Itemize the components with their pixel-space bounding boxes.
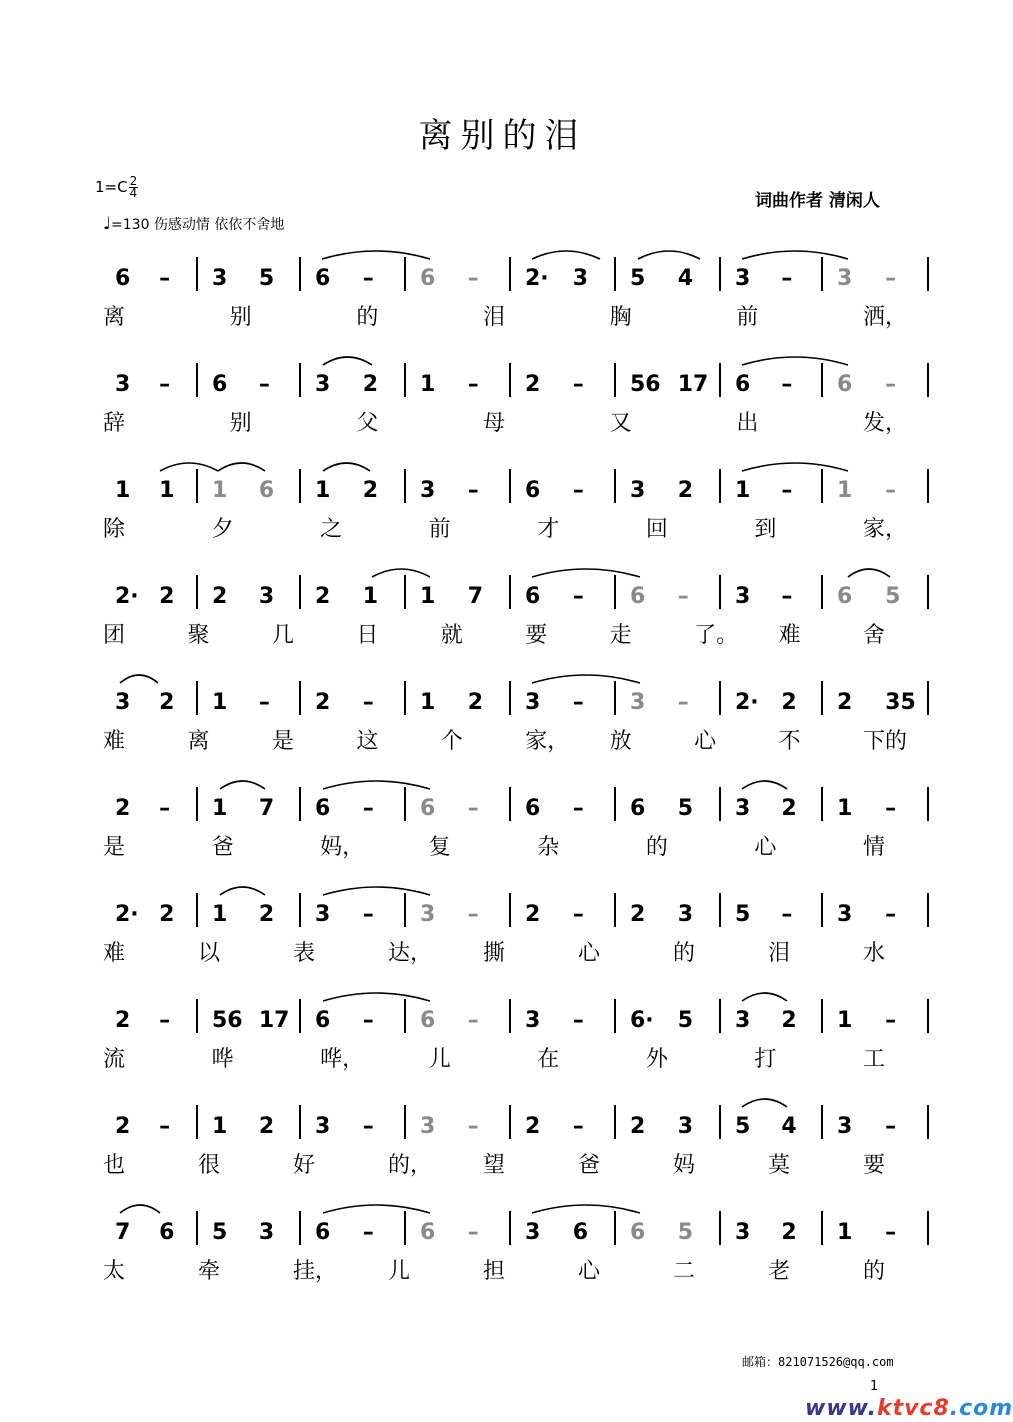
- note: 2: [630, 1114, 646, 1139]
- note: 1: [837, 796, 853, 821]
- note: 2: [315, 690, 331, 715]
- lyric-syllable: 撕: [483, 941, 506, 966]
- note: 3: [735, 266, 751, 291]
- note: 1: [837, 1008, 853, 1033]
- tie-arc: [742, 251, 848, 259]
- lyric-syllable: 二: [673, 1259, 696, 1284]
- note: 35: [885, 690, 916, 715]
- note: 1: [420, 690, 436, 715]
- note: 3: [212, 266, 228, 291]
- note: 6: [630, 584, 646, 609]
- dash-mark: –: [362, 266, 374, 291]
- lyric-syllable: 又: [609, 411, 632, 436]
- page-number: 1: [870, 1379, 879, 1394]
- note: 3: [735, 1220, 751, 1245]
- dash-mark: –: [159, 1008, 171, 1033]
- lyric-syllable: 莫: [768, 1153, 791, 1178]
- tie-arc: [323, 887, 430, 895]
- dash-mark: –: [362, 796, 374, 821]
- note: 6: [315, 1220, 331, 1245]
- note: 3: [420, 902, 436, 927]
- lyric-syllable: 儿: [428, 1047, 451, 1072]
- note: 3: [837, 902, 853, 927]
- lyric-syllable: 心: [694, 729, 717, 754]
- dash-mark: –: [885, 1114, 897, 1139]
- lyric-syllable: 老: [768, 1259, 791, 1284]
- dash-mark: –: [572, 1114, 584, 1139]
- note: 3: [258, 584, 275, 609]
- note: 6: [525, 796, 541, 821]
- lyric-syllable: 家，: [863, 517, 908, 542]
- note: 1: [212, 478, 228, 503]
- note: 2: [115, 1008, 131, 1033]
- lyric-row: [0, 724, 1005, 754]
- note: 2·: [115, 584, 139, 609]
- dash-mark: –: [467, 902, 479, 927]
- tie-arc: [638, 251, 700, 259]
- key-label: 1=C: [95, 178, 128, 196]
- note: 6: [630, 796, 646, 821]
- note: 1: [362, 584, 379, 609]
- note: 6: [420, 796, 436, 821]
- note: 1: [115, 478, 131, 503]
- note: 2: [525, 902, 541, 927]
- note: 3: [837, 266, 853, 291]
- dash-mark: –: [677, 690, 689, 715]
- note: 3: [572, 266, 589, 291]
- dash-mark: –: [885, 796, 897, 821]
- note: 5: [212, 1220, 228, 1245]
- dash-mark: –: [362, 1220, 374, 1245]
- lyric-row: [0, 1042, 1005, 1072]
- lyric-syllable: 个: [440, 729, 463, 754]
- dash-mark: –: [885, 266, 897, 291]
- lyric-syllable: 母: [483, 411, 506, 436]
- tie-arc: [323, 781, 430, 789]
- note: 3: [315, 372, 331, 397]
- dash-mark: –: [781, 372, 793, 397]
- lyric-syllable: 几: [271, 623, 294, 648]
- lyric-syllable: 难: [103, 941, 126, 966]
- note: 3: [735, 796, 751, 821]
- note: 2: [837, 690, 853, 715]
- lyric-syllable: 日: [356, 623, 379, 648]
- dash-mark: –: [258, 372, 270, 397]
- note: 2: [525, 1114, 541, 1139]
- note: 1: [735, 478, 751, 503]
- lyric-syllable: 出: [736, 411, 759, 436]
- note: 6: [115, 266, 131, 291]
- note: 1: [315, 478, 331, 503]
- note: 6: [315, 1008, 331, 1033]
- lyric-syllable: 担: [483, 1259, 506, 1284]
- lyric-syllable: 别: [229, 305, 252, 330]
- note: 6: [837, 372, 853, 397]
- lyric-syllable: 夕: [211, 517, 234, 542]
- lyric-syllable: 爸: [578, 1153, 601, 1178]
- tie-arc: [160, 463, 218, 471]
- note: 7: [258, 796, 275, 821]
- note: 6: [159, 1220, 175, 1245]
- dash-mark: –: [362, 1008, 374, 1033]
- note: 5: [735, 1114, 751, 1139]
- dash-mark: –: [572, 690, 584, 715]
- note: 5: [630, 266, 646, 291]
- note: 2: [525, 372, 541, 397]
- lyric-syllable: 爸: [211, 835, 234, 860]
- lyric-syllable: 家，: [525, 729, 570, 754]
- quarter-note-icon: ♩: [103, 214, 112, 234]
- dash-mark: –: [781, 902, 793, 927]
- dash-mark: –: [781, 266, 793, 291]
- lyric-syllable: 发，: [863, 411, 908, 436]
- lyric-syllable: 外: [645, 1047, 668, 1072]
- dash-mark: –: [467, 1008, 479, 1033]
- tie-arc: [323, 357, 372, 365]
- note: 1: [212, 1114, 228, 1139]
- note: 3: [735, 584, 751, 609]
- lyric-row: [0, 618, 1005, 648]
- note: 6: [630, 1220, 646, 1245]
- lyric-syllable: 儿: [388, 1259, 411, 1284]
- song-title: 离别的泪: [418, 116, 587, 156]
- note: 3: [115, 372, 131, 397]
- lyric-syllable: 这: [356, 729, 379, 754]
- lyric-syllable: 回: [645, 517, 668, 542]
- lyric-syllable: 太: [103, 1259, 126, 1284]
- lyric-row: [0, 406, 1005, 436]
- lyric-syllable: 妈，: [320, 835, 365, 860]
- contact-email: 邮箱：821071526@qq.com: [742, 1355, 894, 1369]
- tie-arc: [323, 463, 370, 471]
- lyric-syllable: 下的: [863, 729, 908, 754]
- lyric-row: [0, 936, 1005, 966]
- note: 7: [115, 1220, 131, 1245]
- dash-mark: –: [467, 266, 479, 291]
- note: 3: [420, 1114, 436, 1139]
- lyric-syllable: 离: [187, 729, 210, 754]
- note: 2·: [115, 902, 139, 927]
- note: 3: [315, 902, 331, 927]
- dash-mark: –: [572, 796, 584, 821]
- tie-arc: [323, 993, 430, 1001]
- lyric-syllable: 团: [103, 623, 126, 648]
- note: 2: [115, 1114, 131, 1139]
- lyric-row: [0, 1148, 1005, 1178]
- lyric-syllable: 心: [754, 835, 777, 860]
- lyric-syllable: 望: [483, 1153, 506, 1178]
- lyric-syllable: 的: [673, 941, 696, 966]
- note: 2: [781, 1008, 797, 1033]
- lyric-syllable: 的: [645, 835, 668, 860]
- lyric-syllable: 的: [863, 1259, 886, 1284]
- lyric-syllable: 除: [103, 517, 126, 542]
- tie-arc: [532, 569, 640, 577]
- lyric-syllable: 才: [537, 517, 560, 542]
- note: 1: [212, 690, 228, 715]
- note: 17: [677, 372, 709, 397]
- lyric-syllable: 离: [103, 305, 126, 330]
- note: 2·: [525, 266, 549, 291]
- note: 6: [212, 372, 228, 397]
- dash-mark: –: [572, 478, 584, 503]
- dash-mark: –: [885, 1008, 897, 1033]
- note: 2: [781, 1220, 797, 1245]
- dash-mark: –: [677, 584, 689, 609]
- note: 3: [630, 478, 646, 503]
- lyric-syllable: 到: [754, 517, 777, 542]
- note: 3: [630, 690, 646, 715]
- note: 4: [677, 266, 694, 291]
- lyric-syllable: 走: [609, 623, 632, 648]
- note: 56: [630, 372, 661, 397]
- note: 3: [677, 902, 694, 927]
- note: 1: [837, 478, 853, 503]
- note: 3: [677, 1114, 694, 1139]
- tie-arc: [220, 887, 265, 895]
- note: 7: [467, 584, 484, 609]
- lyric-syllable: 复: [428, 835, 451, 860]
- dash-mark: –: [885, 372, 897, 397]
- note: 1: [420, 372, 436, 397]
- note: 3: [315, 1114, 331, 1139]
- note: 6: [315, 796, 331, 821]
- note: 2: [258, 1114, 275, 1139]
- lyric-syllable: 泪: [483, 305, 506, 330]
- tie-arc: [742, 1099, 787, 1107]
- lyric-syllable: 不: [778, 729, 801, 754]
- note: 2: [159, 584, 175, 609]
- note: 17: [258, 1008, 290, 1033]
- note: 2·: [735, 690, 759, 715]
- note: 2: [467, 690, 484, 715]
- dash-mark: –: [572, 372, 584, 397]
- lyric-syllable: 水: [863, 941, 886, 966]
- note: 6: [525, 478, 541, 503]
- tie-arc: [742, 993, 787, 1001]
- lyric-syllable: 挂，: [293, 1259, 338, 1284]
- note: 2: [258, 902, 275, 927]
- lyric-syllable: 难: [778, 623, 801, 648]
- dash-mark: –: [362, 1114, 374, 1139]
- note: 1: [837, 1220, 853, 1245]
- note: 3: [115, 690, 131, 715]
- composer-credit: 词曲作者 清闲人: [755, 191, 880, 211]
- tie-arc: [220, 781, 265, 789]
- tie-arc: [532, 251, 600, 259]
- dash-mark: –: [159, 1114, 171, 1139]
- lyric-syllable: 就: [440, 623, 463, 648]
- lyric-syllable: 的: [356, 305, 379, 330]
- lyric-syllable: 也: [103, 1153, 126, 1178]
- note: 2: [115, 796, 131, 821]
- dash-mark: –: [159, 796, 171, 821]
- note: 2: [159, 902, 175, 927]
- lyric-row: [0, 1254, 1005, 1284]
- lyric-syllable: 难: [103, 729, 126, 754]
- note: 6·: [630, 1008, 654, 1033]
- lyric-syllable: 聚: [187, 623, 210, 648]
- note: 3: [420, 478, 436, 503]
- note: 2: [781, 796, 797, 821]
- lyric-syllable: 妈: [673, 1153, 696, 1178]
- lyric-syllable: 辞: [103, 411, 126, 436]
- lyric-syllable: 哗: [211, 1047, 234, 1072]
- lyric-syllable: 放: [609, 729, 632, 754]
- note: 6: [572, 1220, 589, 1245]
- tie-arc: [742, 357, 848, 365]
- dash-mark: –: [258, 690, 270, 715]
- lyric-syllable: 牵: [198, 1259, 221, 1284]
- dash-mark: –: [159, 266, 171, 291]
- dash-mark: –: [572, 902, 584, 927]
- lyric-syllable: 打: [754, 1047, 777, 1072]
- note: 6: [735, 372, 751, 397]
- note: 1: [212, 902, 228, 927]
- lyric-row: [0, 512, 1005, 542]
- dash-mark: –: [572, 584, 584, 609]
- dash-mark: –: [885, 902, 897, 927]
- tie-arc: [323, 1205, 430, 1213]
- note: 2: [677, 478, 694, 503]
- note: 3: [837, 1114, 853, 1139]
- tie-arc: [322, 251, 430, 259]
- dash-mark: –: [885, 478, 897, 503]
- tie-arc: [120, 675, 158, 683]
- lyric-row: [0, 300, 1005, 330]
- note: 6: [420, 1220, 436, 1245]
- note: 5: [677, 1220, 694, 1245]
- note: 3: [525, 1008, 541, 1033]
- dash-mark: –: [467, 796, 479, 821]
- note: 2: [159, 690, 175, 715]
- note: 6: [525, 584, 541, 609]
- lyric-syllable: 胸: [609, 305, 632, 330]
- lyric-syllable: 流: [103, 1047, 126, 1072]
- dash-mark: –: [362, 690, 374, 715]
- note: 5: [258, 266, 275, 291]
- dash-mark: –: [467, 1114, 479, 1139]
- note: 5: [885, 584, 901, 609]
- tie-arc: [120, 1205, 160, 1213]
- dash-mark: –: [159, 372, 171, 397]
- lyric-syllable: 达，: [388, 941, 433, 966]
- note: 6: [315, 266, 331, 291]
- tie-arc: [742, 781, 787, 789]
- lyric-row: [0, 830, 1005, 860]
- note: 5: [677, 796, 694, 821]
- lyric-syllable: 了。: [694, 623, 739, 648]
- note: 1: [159, 478, 175, 503]
- lyric-syllable: 之: [320, 517, 343, 542]
- lyric-syllable: 是: [103, 835, 126, 860]
- lyric-syllable: 工: [863, 1047, 886, 1072]
- lyric-syllable: 心: [578, 941, 601, 966]
- note: 3: [525, 1220, 541, 1245]
- dash-mark: –: [885, 1220, 897, 1245]
- lyric-syllable: 情: [863, 835, 886, 860]
- lyric-syllable: 前: [428, 517, 451, 542]
- lyric-syllable: 泪: [768, 941, 791, 966]
- dash-mark: –: [781, 478, 793, 503]
- lyric-syllable: 洒，: [863, 305, 908, 330]
- site-watermark: www.ktvc8.com: [805, 1396, 1013, 1421]
- note: 5: [735, 902, 751, 927]
- dash-mark: –: [467, 478, 479, 503]
- tie-arc: [532, 675, 640, 683]
- tempo-text: =130 伤感动情 依依不舍地: [111, 217, 285, 233]
- note: 2: [212, 584, 228, 609]
- note: 6: [420, 266, 436, 291]
- tie-arc: [848, 569, 890, 577]
- lyric-syllable: 以: [198, 941, 221, 966]
- note: 2: [781, 690, 797, 715]
- note: 2: [315, 584, 331, 609]
- note: 3: [525, 690, 541, 715]
- note: 1: [420, 584, 436, 609]
- note: 2: [630, 902, 646, 927]
- note: 6: [837, 584, 853, 609]
- dash-mark: –: [467, 1220, 479, 1245]
- note: 4: [781, 1114, 797, 1139]
- dash-mark: –: [467, 372, 479, 397]
- note: 3: [735, 1008, 751, 1033]
- note: 56: [212, 1008, 243, 1033]
- tie-arc: [372, 569, 430, 577]
- lyric-syllable: 前: [736, 305, 759, 330]
- lyric-syllable: 好: [293, 1153, 316, 1178]
- lyric-syllable: 在: [537, 1047, 560, 1072]
- lyric-syllable: 是: [271, 729, 294, 754]
- note: 2: [362, 372, 379, 397]
- tie-arc: [218, 463, 265, 471]
- note: 6: [258, 478, 275, 503]
- note: 1: [212, 796, 228, 821]
- lyric-syllable: 哗，: [320, 1047, 365, 1072]
- lyric-syllable: 的，: [388, 1153, 433, 1178]
- lyric-syllable: 舍: [863, 623, 886, 648]
- lyric-syllable: 杂: [537, 835, 560, 860]
- lyric-syllable: 别: [229, 411, 252, 436]
- lyric-syllable: 表: [293, 941, 316, 966]
- note: 6: [420, 1008, 436, 1033]
- dash-mark: –: [572, 1008, 584, 1033]
- tie-arc: [532, 1205, 640, 1213]
- lyric-syllable: 要: [525, 623, 548, 648]
- lyric-syllable: 要: [863, 1153, 886, 1178]
- note: 2: [362, 478, 379, 503]
- dash-mark: –: [362, 902, 374, 927]
- lyric-syllable: 心: [578, 1259, 601, 1284]
- dash-mark: –: [781, 584, 793, 609]
- lyric-syllable: 父: [356, 411, 379, 436]
- note: 5: [677, 1008, 694, 1033]
- tie-arc: [742, 463, 848, 471]
- lyric-syllable: 很: [198, 1153, 221, 1178]
- note: 3: [258, 1220, 275, 1245]
- time-signature: $\frac{2}{4}$: [129, 174, 138, 200]
